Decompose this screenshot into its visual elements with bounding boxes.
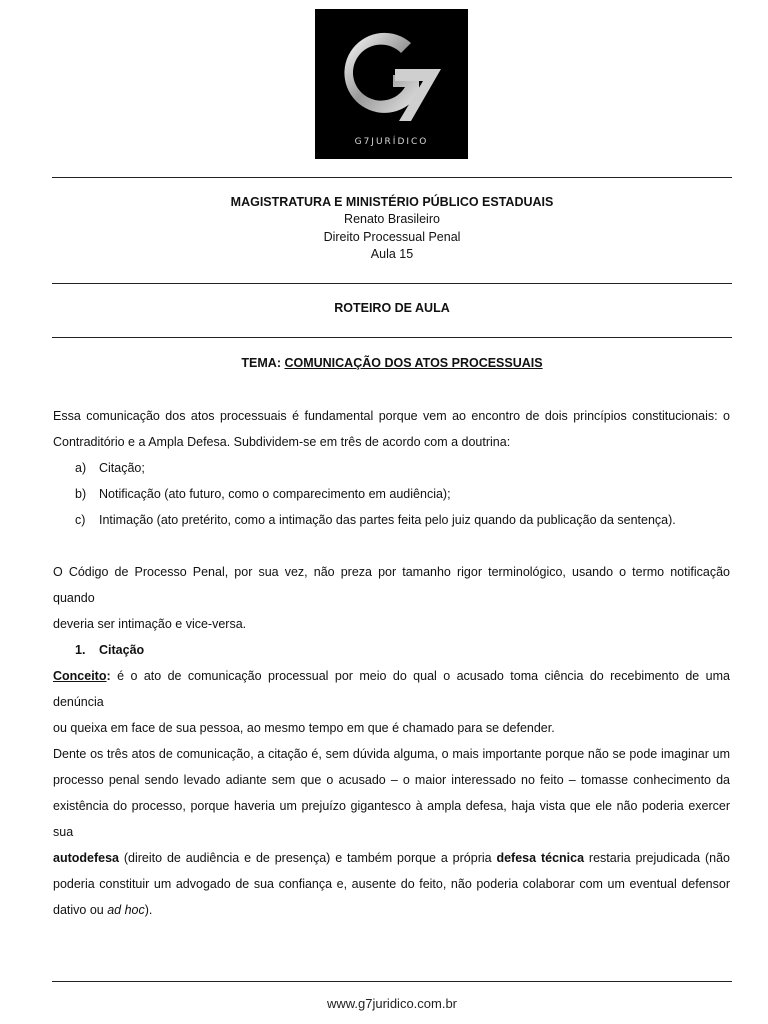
list-item — [75, 460, 145, 477]
conceito-text: é o ato de comunicação processual por meio do qual o acusado toma ciência do recebimento de uma denúncia — [53, 669, 730, 709]
list-text: Citação; — [99, 461, 145, 475]
list-text: Intimação (ato pretérito, como a intimação das partes feita pelo juiz quando da publicação da sentença). — [99, 513, 676, 527]
footer-url[interactable]: www.g7juridico.com.br — [326, 996, 458, 1011]
g7-logo — [315, 9, 468, 159]
list-marker: a) — [75, 461, 87, 475]
intro-line-2: Contraditório e a Ampla Defesa. Subdividem-se em três de acordo com a doutrina: — [53, 435, 511, 449]
conceito-line-2: ou queixa em face de sua pessoa, ao mesmo tempo em que é chamado para se defender. — [53, 721, 555, 735]
subject-name: Direito Processual Penal — [323, 230, 461, 244]
divider — [52, 177, 732, 178]
intro-paragraph — [53, 403, 730, 455]
citacao-line-6-end: ). — [144, 903, 153, 917]
cpp-line-2: deveria ser intimação e vice-versa. — [53, 617, 247, 631]
citacao-line-4-end: restaria prejudicada (não — [584, 851, 730, 865]
section-number: 1. — [75, 643, 86, 657]
citacao-line-4 — [53, 845, 730, 871]
autodefesa-term: autodefesa — [53, 851, 119, 865]
list-text: Notificação (ato futuro, como o comparecimento em audiência); — [99, 487, 451, 501]
tema-label: TEMA: — [241, 356, 281, 370]
ad-hoc-term: ad hoc — [107, 903, 145, 917]
list-marker: b) — [75, 487, 87, 501]
intro-line-1: Essa comunicação dos atos processuais é fundamental porque vem ao encontro de dois princípios constitucionais: o — [53, 409, 730, 423]
citacao-line-3: existência do processo, porque haveria um prejuízo gigantesco à ampla defesa, haja vista que ele não poderia exercer sua — [53, 799, 730, 839]
citacao-paragraph — [53, 741, 730, 923]
tema-heading — [52, 355, 732, 373]
citacao-line-1: Dente os três atos de comunicação, a citação é, sem dúvida alguma, o mais importante porque não se pode imaginar um — [53, 747, 730, 761]
cpp-line-1: O Código de Processo Penal, por sua vez, não preza por tamanho rigor terminológico, usando o termo notificação quando — [53, 565, 730, 605]
author-name: Renato Brasileiro — [344, 212, 440, 226]
cpp-paragraph — [53, 559, 730, 637]
citacao-line-5: poderia constituir um advogado de sua confiança e, ausente do feito, não poderia colaborar com um eventual defensor — [53, 877, 730, 891]
list-item — [75, 486, 451, 503]
conceito-paragraph — [53, 663, 730, 741]
course-title: MAGISTRATURA E MINISTÉRIO PÚBLICO ESTADUAIS — [230, 195, 554, 209]
citacao-line-4-mid: (direito de audiência e de presença) e também porque a própria — [119, 851, 497, 865]
divider — [52, 283, 732, 284]
section-1-heading — [75, 642, 144, 659]
divider — [52, 981, 732, 982]
divider — [52, 337, 732, 338]
citacao-line-2: processo penal sendo levado adiante sem que o acusado – o maior interessado no feito – tomasse conhecimento da — [53, 773, 730, 787]
citacao-line-6 — [53, 903, 152, 917]
logo-brand-text: G7JURÍDICO — [354, 137, 429, 147]
tema-value: COMUNICAÇÃO DOS ATOS PROCESSUAIS — [284, 356, 543, 370]
section-title: ROTEIRO DE AULA — [334, 301, 450, 315]
section-1-title: Citação — [99, 643, 145, 657]
citacao-line-6-start: dativo ou — [53, 903, 108, 917]
conceito-colon: : — [106, 669, 111, 683]
list-item — [75, 512, 676, 529]
lesson-number: Aula 15 — [370, 247, 414, 261]
conceito-line-1 — [53, 663, 730, 715]
conceito-label: Conceito — [53, 669, 107, 683]
list-marker: c) — [75, 513, 86, 527]
defesa-tecnica-term: defesa técnica — [496, 851, 585, 865]
